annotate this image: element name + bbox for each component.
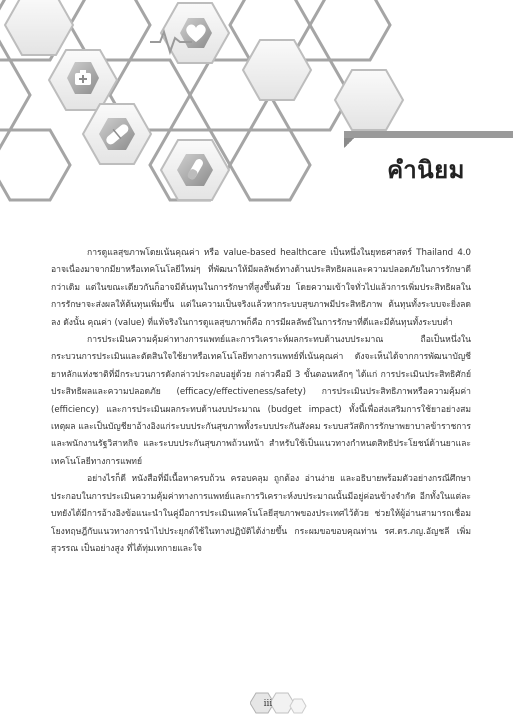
page-number: iii	[263, 699, 273, 709]
paragraph-3: อย่างไรก็ดี หนังสือที่มีเนื้อหาครบถ้วน ครอบคลุม ถูกต้อง อ่านง่าย และอธิบายพร้อมตัวอย่างกรณีศึกษาประกอบในการประเมินความคุ้มค่าทางการแพทย์และการวิเคราะห์งบประมาณนั้นมีอยู่ค่อนข้างจำกัด อีกทั้งในแต่ละบทยังได้มีการอ้างอิงข้อแนะนำในคู่มือการประเมินเทคโนโลยีสุขภาพของประเทศไว้ด้วย ช่วยให้ผู้อ่านสามารถเชื่อมโยงทฤษฎีกับแนวทางการนำไปประยุกต์ใช้ในทางปฏิบัติได้ง่ายขึ้น กระผมขอขอบคุณท่าน รศ.ดร.ภญ.อัญชลี เพิ่มสุวรรณ เป็นอย่างสูง ที่ได้ทุ่มเทกายและใจ	[51, 474, 471, 554]
title-rule	[344, 131, 513, 138]
paragraph-2: การประเมินความคุ้มค่าทางการแพทย์และการวิเคราะห์ผลกระทบด้านงบประมาณ ถือเป็นหนึ่งในกระบวนการประเมินและตัดสินใจใช้ยาหรือเทคโนโลยีทางการแพทย์ที่เน้นคุณค่า ดังจะเห็นได้จากการพัฒนาบัญชียาหลักแห่งชาติที่มีกระบวนการดังกล่าวประกอบอยู่ด้วย กล่าวคือมี 3 ขั้นตอนหลักๆ ได้แก่ การประเมินประสิทธิศักย์ ประสิทธิผลและความปลอดภัย (efficacy/effectiveness/safety) การประเมินประสิทธิภาพหรือความคุ้มค่า (efficiency) และการประเมินผลกระทบด้านงบประมาณ (budget impact) ทั้งนี้เพื่อส่งเสริมการใช้ยาอย่างสมเหตุผล และเป็นบัญชียาอ้างอิงแก่ระบบประกันสุขภาพทั้งระบบประกันสังคม ระบบสวัสดิการรักษาพยาบาลข้าราชการและพนักงานรัฐวิสาหกิจ และระบบประกันสุขภาพถ้วนหน้า สำหรับใช้เป็นแนวทางกำหนดสิทธิประโยชน์ด้านยาและเทคโนโลยีทางการแพทย์	[51, 335, 471, 467]
paragraph-1: การดูแลสุขภาพโดยเน้นคุณค่า หรือ value-based healthcare เป็นหนึ่งในยุทธศาสตร์ Thailand 4.0 อาจเนื่องมาจากมียาหรือเทคโนโลยีใหม่ๆ ที่พัฒนาให้มีผลลัพธ์ทางด้านประสิทธิผลและความปลอดภัยในการรักษาดีกว่าเดิม แต่ในขณะเดียวกันก็อาจมีต้นทุนในการรักษาที่สูงขึ้นด้วย โดยความเข้าใจทั่วไปแล้วการเพิ่มประสิทธิผลในการรักษาจะส่งผลให้ต้นทุนเพิ่มขึ้น แต่ในความเป็นจริงแล้วหากระบบสุขภาพมีประสิทธิภาพ ต้นทุนทั้งระบบจะยิ่งลดลง ดังนั้น คุณค่า (value) ที่แท้จริงในการดูแลสุขภาพก็คือ การมีผลลัพธ์ในการรักษาที่ดีและมีต้นทุนทั้งระบบต่ำ	[51, 248, 471, 328]
title-rule-tick	[344, 138, 354, 148]
chapter-title: คำนิยม	[387, 156, 465, 184]
body-text	[51, 245, 471, 558]
